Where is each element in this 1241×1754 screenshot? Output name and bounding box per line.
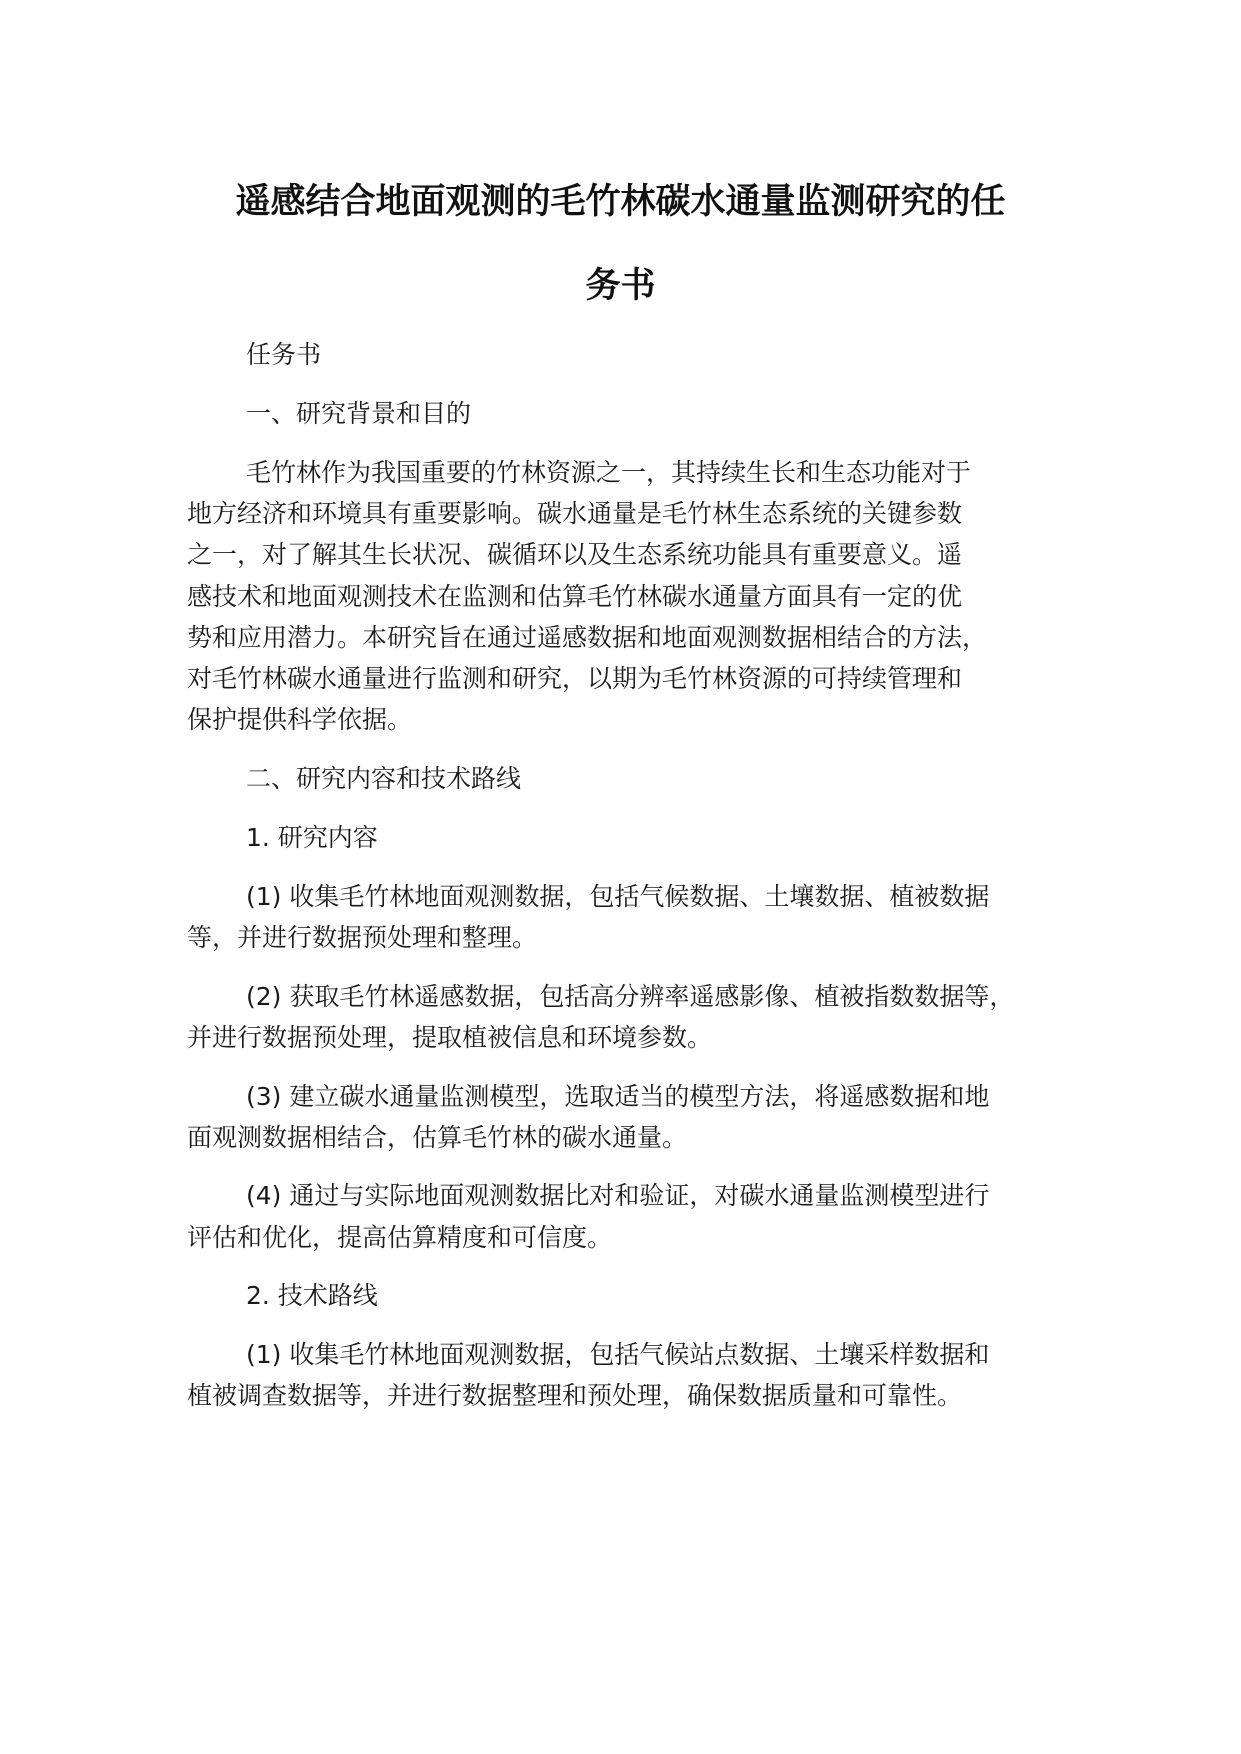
list-item-line: 并进行数据预处理，提取植被信息和环境参数。 (187, 1023, 713, 1052)
list-item-line: (4) 通过与实际地面观测数据比对和验证，对碳水通量监测模型进行 (246, 1181, 990, 1210)
subsection-heading-content: 1. 研究内容 (246, 823, 378, 852)
document-title-line-2: 务书 (585, 266, 656, 306)
list-item-line: 等，并进行数据预处理和整理。 (187, 923, 538, 952)
list-item-line: (1) 收集毛竹林地面观测数据，包括气候数据、土壤数据、植被数据 (246, 882, 990, 911)
paragraph-line: 地方经济和环境具有重要影响。碳水通量是毛竹林生态系统的关键参数 (187, 499, 963, 528)
list-item-line: (3) 建立碳水通量监测模型，选取适当的模型方法，将遥感数据和地 (246, 1082, 990, 1111)
section-heading-background: 一、研究背景和目的 (246, 399, 472, 428)
list-item-line: 评估和优化，提高估算精度和可信度。 (187, 1223, 613, 1252)
paragraph-line: 之一，对了解其生长状况、碳循环以及生态系统功能具有重要意义。遥 (187, 540, 963, 569)
list-item-line: 面观测数据相结合，估算毛竹林的碳水通量。 (187, 1123, 688, 1152)
section-label-task-book: 任务书 (246, 340, 322, 369)
paragraph-line: 对毛竹林碳水通量进行监测和研究，以期为毛竹林资源的可持续管理和 (187, 664, 963, 693)
paragraph-line: 势和应用潜力。本研究旨在通过遥感数据和地面观测数据相结合的方法， (187, 623, 988, 652)
paragraph-line: 保护提供科学依据。 (187, 705, 413, 734)
list-item-line: (1) 收集毛竹林地面观测数据，包括气候站点数据、土壤采样数据和 (246, 1340, 990, 1369)
paragraph-line: 感技术和地面观测技术在监测和估算毛竹林碳水通量方面具有一定的优 (187, 582, 963, 611)
subsection-heading-route: 2. 技术路线 (246, 1281, 378, 1310)
document-title-line-1: 遥感结合地面观测的毛竹林碳水通量监测研究的任 (235, 182, 1006, 222)
list-item-line: 植被调查数据等，并进行数据整理和预处理，确保数据质量和可靠性。 (187, 1381, 963, 1410)
section-heading-content-route: 二、研究内容和技术路线 (246, 764, 522, 793)
paragraph-line: 毛竹林作为我国重要的竹林资源之一，其持续生长和生态功能对于 (246, 458, 972, 487)
list-item-line: (2) 获取毛竹林遥感数据，包括高分辨率遥感影像、植被指数数据等， (246, 982, 1015, 1011)
